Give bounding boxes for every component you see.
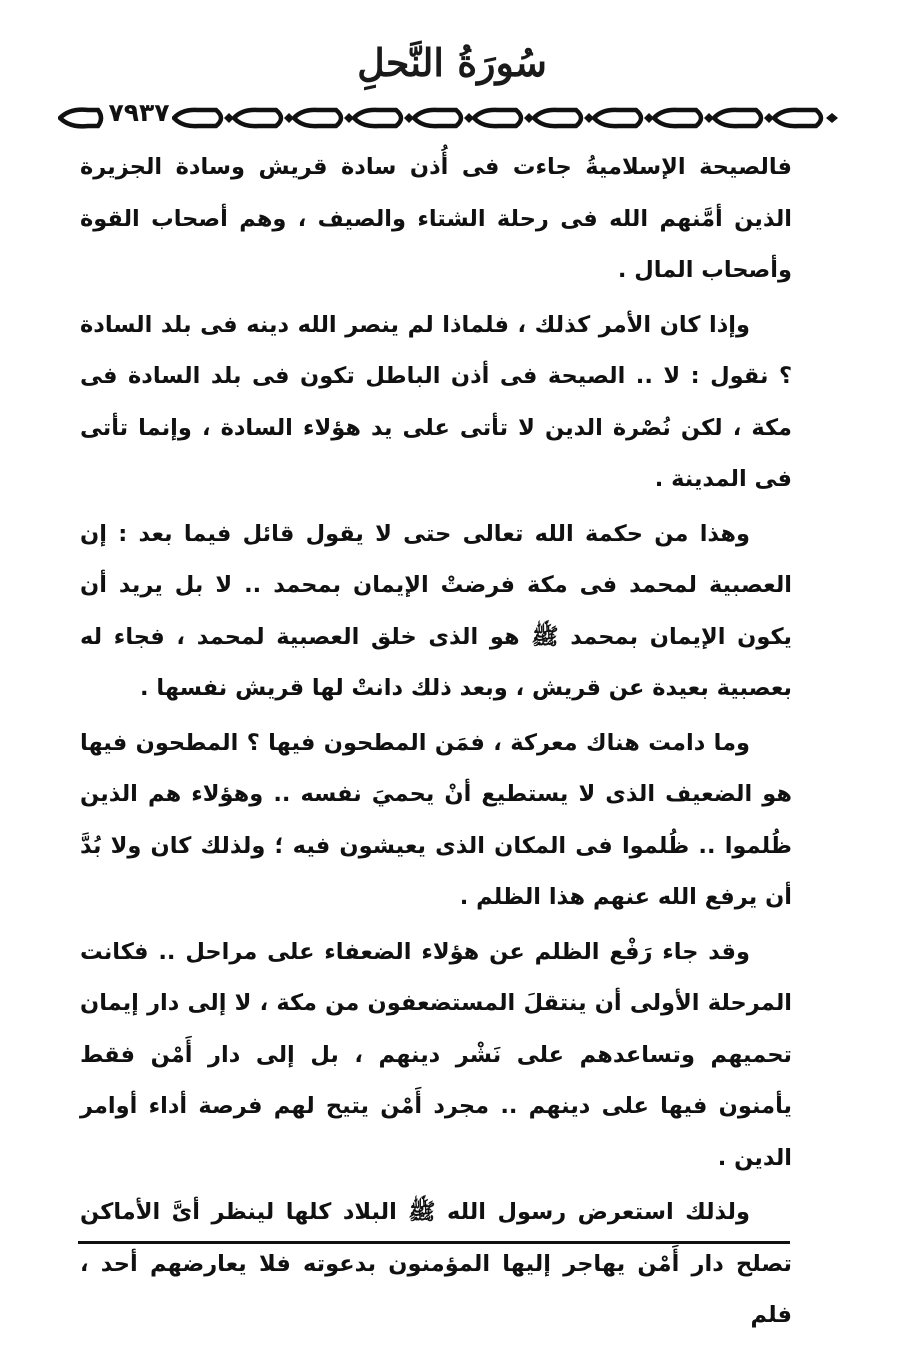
paragraph: فالصيحة الإسلاميةُ جاءت فى أُذن سادة قريش وسادة الجزيرة الذين أمَّنهم الله فى رحلة الشتاء والصيف ، وهم أصحاب القوة وأصحاب المال .	[80, 154, 792, 283]
paragraph: ولذلك استعرض رسول الله ﷺ البلاد كلها لينظر أىَّ الأماكن تصلح دار أَمْن يهاجر إليها المؤمنون بدعوته فلا يعارضهم أحد ، فلم	[80, 1199, 792, 1328]
paragraph: وهذا من حكمة الله تعالى حتى لا يقول قائل فيما بعد : إن العصبية لمحمد فى مكة فرضتْ الإيمان بمحمد .. لا بل يريد أن يكون الإيمان بمحمد ﷺ هو الذى خلق العصبية لمحمد ، فجاء له بعصبية بعيدة عن قريش ، وبعد ذلك دانتْ لها قريش نفسها .	[80, 520, 792, 701]
body-text	[80, 142, 792, 1345]
footer-divider	[78, 1241, 790, 1244]
header-ornament-border	[58, 98, 840, 138]
page-number: ٧٩٣٧	[106, 96, 172, 130]
paragraph: وإذا كان الأمر كذلك ، فلماذا لم ينصر الله دينه فى بلد السادة ؟ نقول : لا .. الصيحة فى أذن الباطل تكون فى بلد السادة فى مكة ، لكن نُصْرة الدين لا تأتى على يد هؤلاء السادة ، وإنما تأتى فى المدينة .	[80, 311, 792, 492]
chain-ornament-icon	[58, 98, 840, 138]
paragraph: وما دامت هناك معركة ، فمَن المطحون فيها ؟ المطحون فيها هو الضعيف الذى لا يستطيع أنْ يحميَ نفسه .. وهؤلاء هم الذين ظُلموا .. ظُلموا فى المكان الذى يعيشون فيه ؛ ولذلك كان ولا بُدَّ أن يرفع الله عنهم هذا الظلم .	[80, 729, 792, 910]
surah-title: سُورَةُ النَّحلِ	[357, 40, 547, 85]
paragraph: وقد جاء رَفْع الظلم عن هؤلاء الضعفاء على مراحل .. فكانت المرحلة الأولى أن ينتقلَ المستضعفون من مكة ، لا إلى دار إيمان تحميهم وتساعدهم على نَشْر دينهم ، بل إلى دار أَمْن فقط يأمنون فيها على دينهم .. مجرد أَمْن يتيح لهم فرصة أداء أوامر الدين .	[80, 938, 792, 1171]
